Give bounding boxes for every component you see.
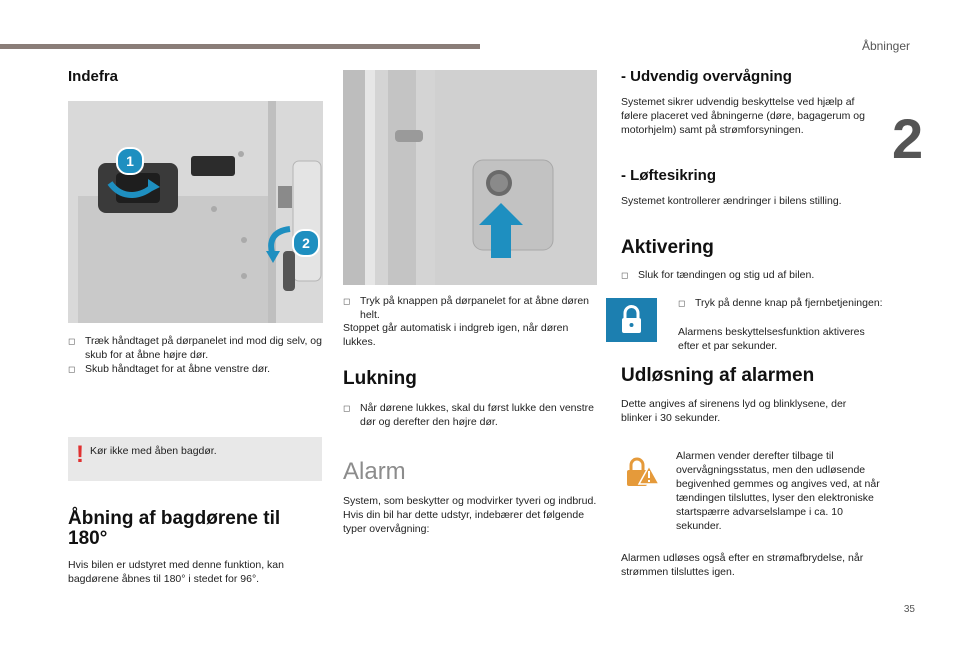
bullet-sluk: [621, 268, 877, 282]
door-handle-photo: [68, 101, 323, 323]
bullet-tryk-knap: [678, 296, 888, 310]
heading-indefra: Indefra: [68, 68, 119, 85]
warning-icon: !: [76, 441, 84, 468]
list-item: ◻ Træk håndtaget på dørpanelet ind mod dig selv, og skub for at åbne højre dør.: [68, 335, 322, 361]
heading-180: Åbning af bagdørene til 180°: [68, 508, 281, 549]
warning-box: [68, 437, 322, 481]
list-item: ◻ Tryk på knappen på dørpanelet for at åbne døren helt.: [343, 295, 590, 321]
heading-udlosning: Udløsning af alarmen: [621, 365, 815, 386]
section-title: Åbninger: [861, 39, 910, 53]
heading-alarm: Alarm: [343, 458, 406, 485]
chapter-number: 2: [892, 107, 924, 170]
para-180: Hvis bilen er udstyret med denne funktion, kan bagdørene åbnes til 180° i stedet for 96°.: [68, 559, 284, 585]
heading-aktivering: Aktivering: [621, 237, 714, 258]
para-alarm: System, som beskytter og modvirker tyveri og indbrud. Hvis din bil har dette udstyr, indebærer det følgende typer overvågning:: [343, 495, 597, 535]
para-loftesikring: Systemet kontrollerer ændringer i bilens stilling.: [621, 195, 842, 207]
lock-icon: [606, 298, 657, 342]
para-stoppet: Stoppet går automatisk i indgreb igen, når døren lukkes.: [343, 322, 569, 348]
para-alarmen-vender: Alarmen vender derefter tilbage til overvågningsstatus, men den udløsende begivenhed gemmes og angives ved, at når tændingen tilsluttes, lyser den elektroniske startspærre advarselslampe i ca. 10 sekunder.: [676, 450, 880, 532]
list-item: ◻ Tryk på denne knap på fjernbetjeningen:: [678, 297, 883, 309]
heading-lukning: Lukning: [343, 368, 417, 389]
para-stromafbrydelse: Alarmen udløses også efter en strømafbrydelse, når strømmen tilsluttes igen.: [621, 552, 864, 578]
heading-udvendig: - Udvendig overvågning: [621, 68, 792, 85]
warning-text: Kør ikke med åben bagdør.: [90, 445, 217, 457]
bullet-lukning: [343, 401, 597, 429]
bullet-tryk: [343, 294, 597, 322]
list-item: ◻ Skub håndtaget for at åbne venstre dør.: [68, 363, 271, 375]
para-aktiveres: Alarmens beskyttelsesfunktion aktiveres efter et par sekunder.: [678, 326, 865, 352]
callout-1: 1: [116, 147, 144, 175]
page-number: 35: [903, 604, 915, 615]
heading-loftesikring: - Løftesikring: [621, 167, 717, 184]
alarm-lock-icon: [621, 454, 661, 490]
header-bar: [0, 44, 480, 49]
callout-2: 2: [292, 229, 320, 257]
list-item: ◻ Sluk for tændingen og stig ud af bilen.: [621, 269, 815, 281]
list-item: ◻ Når dørene lukkes, skal du først lukke den venstre dør og derefter den højre dør.: [343, 402, 595, 428]
para-udvendig: Systemet sikrer udvendig beskyttelse ved hjælp af følere placeret ved åbningerne (døre, bagagerum og motorhjelm) samt på strømforsyningen.: [621, 96, 865, 136]
para-udlosning: Dette angives af sirenens lyd og blinklysene, der blinker i 30 sekunder.: [621, 398, 847, 424]
bullet-list-indefra: [68, 334, 324, 376]
door-panel-photo: [343, 70, 597, 285]
